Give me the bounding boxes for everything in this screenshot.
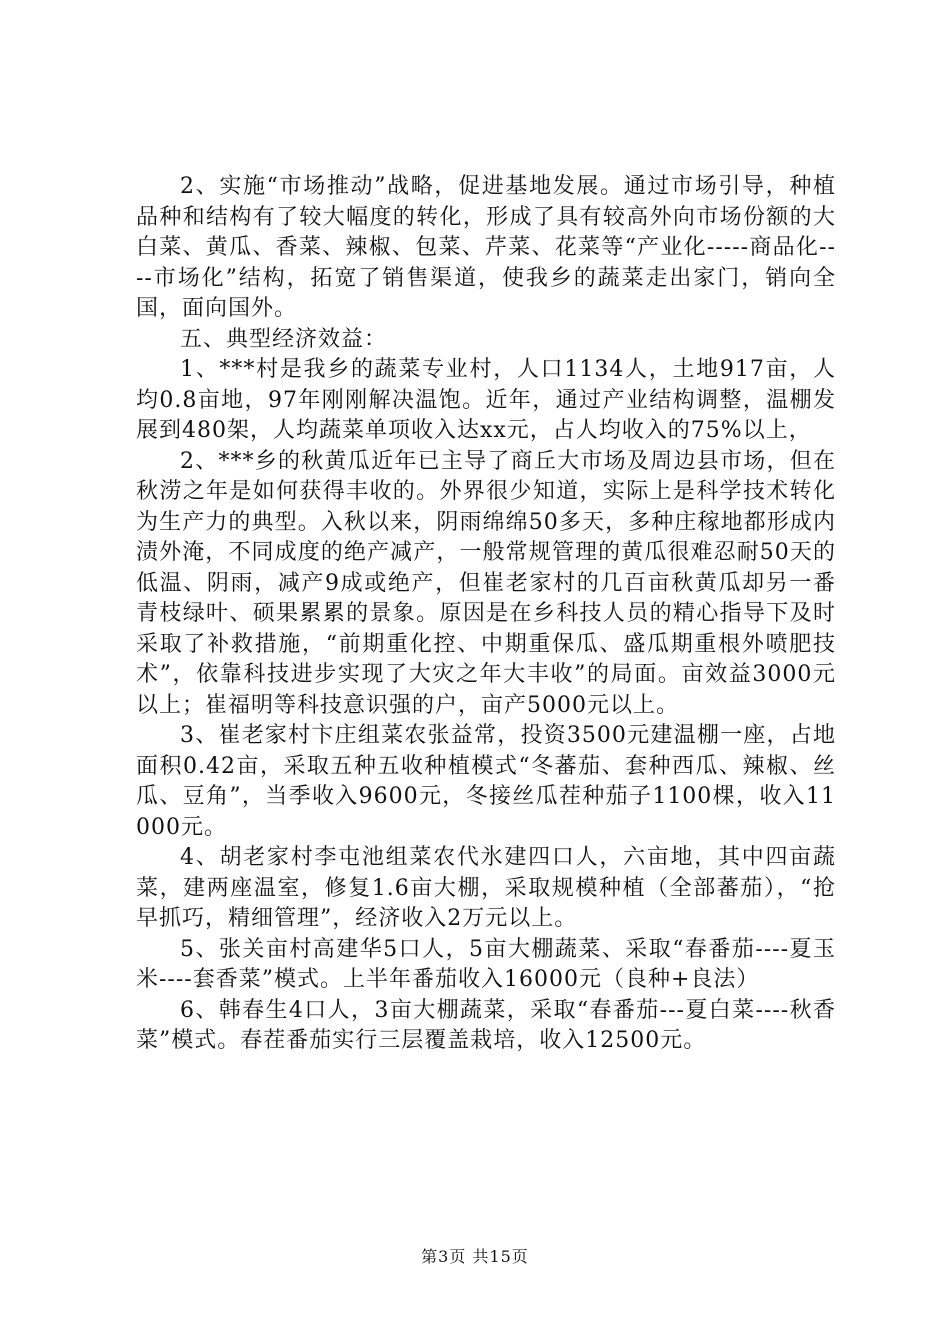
- paragraph-market-strategy: 2、实施“市场推动”战略，促进基地发展。通过市场引导，种植品种和结构有了较大幅度的转化，形成了具有较高外向市场份额的大白菜、黄瓜、香菜、辣椒、包菜、芹菜、花菜等“产业化-----商品化----市场化”结构，拓宽了销售渠道，使我乡的蔬菜走出家门，销向全国，面向国外。: [136, 174, 836, 321]
- paragraph-example-6: 6、韩春生4口人，3亩大棚蔬菜，采取“春番茄---夏白菜----秋香菜”模式。春茬番茄实行三层覆盖栽培，收入12500元。: [136, 997, 836, 1053]
- page-number-footer: 第3页 共15页: [421, 1247, 529, 1266]
- section-heading-economic-benefits: 五、典型经济效益：: [180, 326, 388, 352]
- paragraph-example-3: 3、崔老家村卞庄组菜农张益常，投资3500元建温棚一座，占地面积0.42亩，采取五种五收种植模式“冬蕃茄、套种西瓜、辣椒、丝瓜、豆角”，当季收入9600元，冬接丝瓜茬种茄子1100棵，收入11000元。: [136, 723, 836, 840]
- paragraph-example-1: 1、***村是我乡的蔬菜专业村，人口1134人，土地917亩，人均0.8亩地，97年刚刚解决温饱。近年，通过产业结构调整，温棚发展到480架，人均蔬菜单项收入达xx元，占人均收入的75%以上，: [136, 357, 836, 443]
- document-body: [136, 172, 836, 1057]
- paragraph-example-5: 5、张关亩村高建华5口人，5亩大棚蔬菜、采取“春番茄----夏玉米----套香菜”模式。上半年番茄收入16000元（良种+良法）: [136, 936, 836, 992]
- paragraph-example-2: 2、***乡的秋黄瓜近年已主导了商丘大市场及周边县市场，但在秋涝之年是如何获得丰收的。外界很少知道，实际上是科学技术转化为生产力的典型。入秋以来，阴雨绵绵50多天，多种庄稼地都形成内渍外淹，不同成度的绝产减产，一般常规管理的黄瓜很难忍耐50天的低温、阴雨，减产9成或绝产，但崔老家村的几百亩秋黄瓜却另一番青枝绿叶、硕果累累的景象。原因是在乡科技人员的精心指导下及时采取了补救措施，“前期重化控、中期重保瓜、盛瓜期重根外喷肥技术”，依靠科技进步实现了大灾之年大丰收”的局面。亩效益3000元以上；崔福明等科技意识强的户，亩产5000元以上。: [136, 448, 836, 718]
- paragraph-example-4: 4、胡老家村李屯池组菜农代氷建四口人，六亩地，其中四亩蔬菜，建两座温室，修复1.6亩大棚，采取规模种植（全部蕃茄），“抢早抓巧，精细管理”，经济收入2万元以上。: [136, 845, 836, 931]
